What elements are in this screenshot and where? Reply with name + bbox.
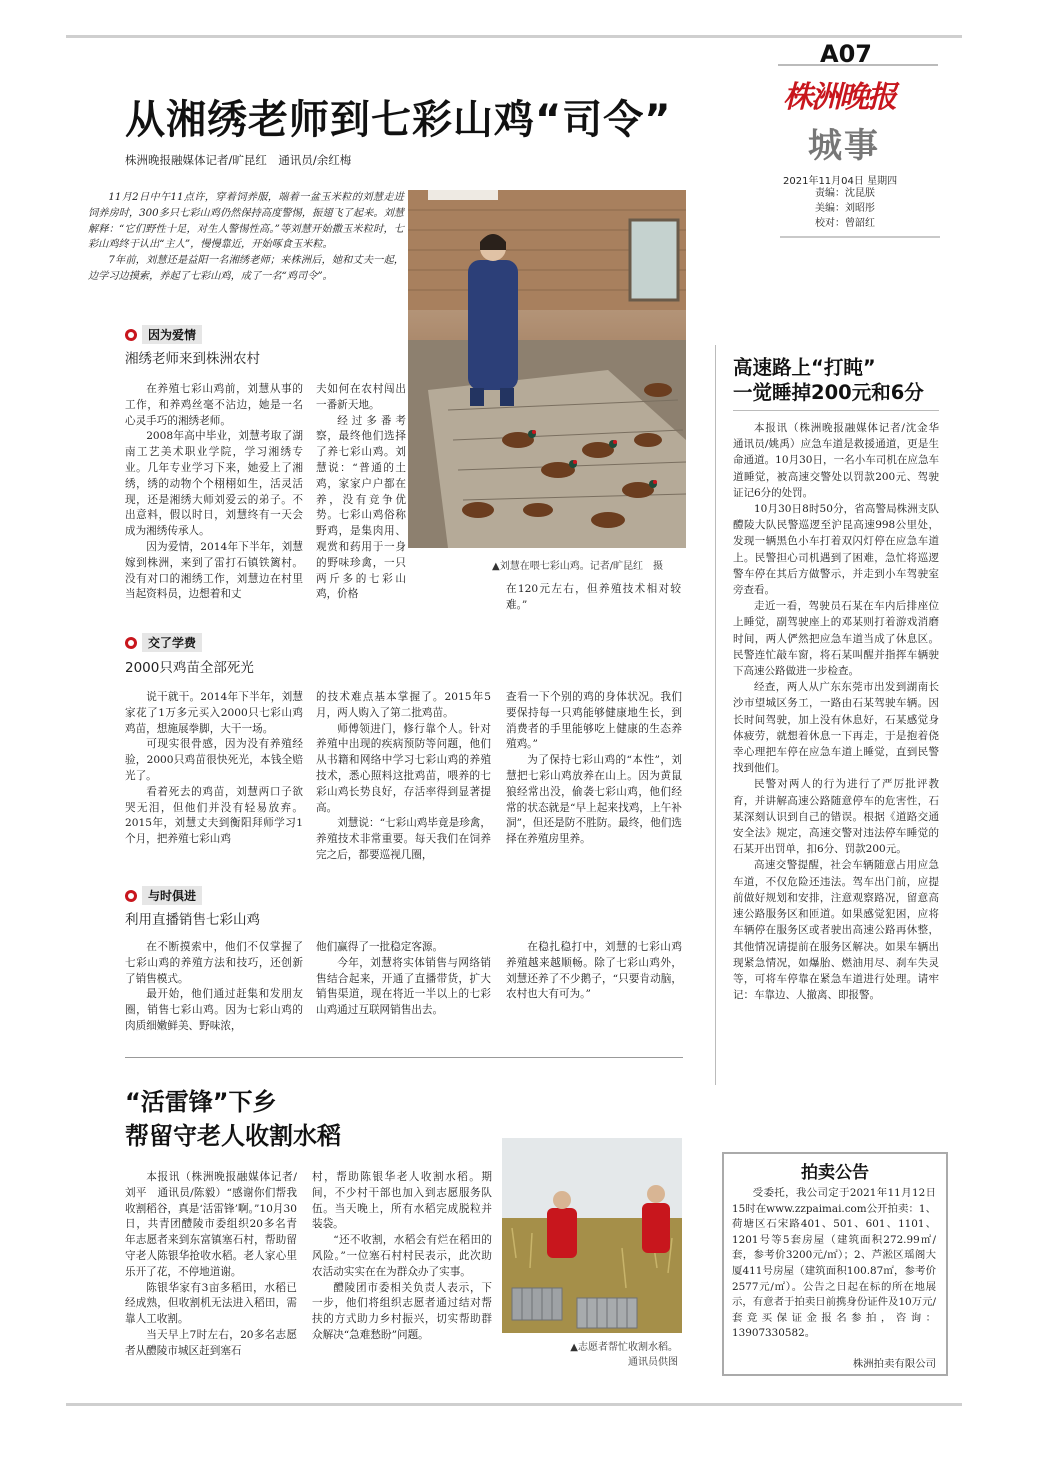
body-paragraph: 当天早上7时左右，20多名志愿者从醴陵市城区赶到塞石 [125,1328,297,1357]
bottom-column-2 [312,1170,492,1385]
s2-column-3 [506,690,682,870]
bullet-icon [125,890,137,902]
issue-date: 2021年11月04日 星期四 [783,176,898,187]
designer-credit: 美编：刘昭彤 [815,203,875,214]
section-tag-label: 与时俱进 [142,886,202,905]
editor-credit: 责编：沈昆朕 [815,188,875,199]
proof-credit: 校对：曾韶红 [815,218,875,229]
s2-column-1 [125,690,303,870]
bottom-story-headline [125,1085,341,1153]
lead-byline: 株洲晚报融媒体记者/旷昆红 通讯员/余红梅 [125,153,352,167]
body-paragraph: 陈银华家有3亩多稻田，水稻已经成熟，但收割机无法进入稻田，需靠人工收割。 [125,1281,297,1326]
s2-column-2 [316,690,491,870]
right-headline-line-1: 高速路上“打盹” [733,356,876,379]
bullet-icon [125,637,137,649]
right-story-body [733,420,950,1100]
section-subtitle-2: 2000只鸡苗全部死光 [125,660,254,676]
body-paragraph: 在养殖七彩山鸡前，刘慧从事的工作，和养鸡丝毫不沾边，她是一名心灵手巧的湘绣老师。 [125,383,303,427]
section-subtitle-1: 湘绣老师来到株洲农村 [125,351,260,367]
body-paragraph: 今年，刘慧将实体销售与网络销售结合起来，开通了直播带货，扩大销售渠道，现在将近一半以上的七彩山鸡通过互联网销售出去。 [316,956,491,1017]
section-tag-2 [125,633,202,652]
body-paragraph: 在120元左右，但养殖技术相对较难。” [506,583,681,611]
body-paragraph: 为了保持七彩山鸡的“本性”，刘慧把七彩山鸡放养在山上。因为黄鼠狼经常出没，偷袭七彩山鸡，他们经常的状态就是“早上起来找鸡，上午补洞”，但还是防不胜防。最终，他们选择在养殖房里养。 [506,754,682,846]
body-paragraph: 醴陵团市委相关负责人表示，下一步，他们将组织志愿者通过结对帮扶的方式助力乡村振兴，切实帮助群众解决“急难愁盼”问题。 [312,1281,492,1341]
bottom-column-1 [125,1170,297,1385]
page-number: A07 [820,40,872,68]
caption-line-1: ▲志愿者帮忙收割水稻。 [570,1342,678,1353]
section-tag-label: 交了学费 [142,633,202,652]
section-tag-3 [125,886,202,905]
bottom-photo [502,1138,682,1333]
bottom-photo-caption [550,1340,678,1370]
s3-column-3 [506,940,682,1038]
body-paragraph: 刘慧说：“七彩山鸡毕竟是珍禽，养殖技术非常重要。每天我们在饲养完之后，都要巡视几圈， [316,817,491,861]
s1-column-2-tail [316,568,491,618]
section-name: 城事 [808,126,880,166]
lead-photo [408,190,686,548]
section-tag-1 [125,325,202,344]
body-paragraph: 在稳扎稳打中，刘慧的七彩山鸡养殖越来越顺畅。除了七彩山鸡外，刘慧还养了不少鹅子，“只要肯动脑，农村也大有可为。” [506,941,682,1001]
s3-column-2 [316,940,491,1038]
top-rule [66,35,962,38]
body-paragraph: 走近一看，驾驶员石某在车内后排座位上睡觉，副驾驶座上的邓某则打着游戏消磨时间，两人俨然把应急车道当成了休息区。民警连忙敲车窗，将石某叫醒并指挥车辆驶下高速公路做进一步检查。 [733,600,939,678]
body-paragraph: 经过多番考察，最终他们选择了养七彩山鸡。刘慧说：“普通的土鸡，家家户户都在养，没有竞争优势。七彩山鸡俗称野鸡，是集肉用、观赏和药用于一身的野味珍禽，一只两斤多的七彩山鸡，价格 [316,414,406,601]
body-paragraph: 最开始，他们通过赶集和发朋友圈，销售七彩山鸡。因为七彩山鸡的肉质细嫩鲜美、野味浓， [125,988,303,1032]
body-paragraph: 高速交警提醒，社会车辆随意占用应急车道，不仅危险还违法。驾车出门前，应提前做好规划和安排，注意观察路况，留意高速公路服务区和匝道。如果感觉犯困，应将车辆停在服务区或者驶出高速公路再休整，其他情况请提前在服务区解决。如果车辆出现紧急情况，如爆胎、燃油用尽、刹车失灵等，可将车停靠在紧急车道进行处理。请牢记：车靠边、人撤离、即报警。 [733,859,939,1002]
auction-body [732,1186,936,1354]
harvest-scene-illustration [502,1138,682,1333]
bottom-headline-line-2: 帮留守老人收割水稻 [125,1122,341,1150]
intro-paragraph: 7年前，刘慧还是益阳一名湘绣老师；来株洲后，她和丈夫一起，边学习边摸索，养起了七彩山鸡，成了一名“鸡司令”。 [88,255,404,282]
s1-column-3 [506,582,681,618]
section-subtitle-3: 利用直播销售七彩山鸡 [125,912,260,928]
right-headline-line-2: 一觉睡掉200元和6分 [733,381,924,404]
pheasant-scene-illustration [408,190,686,548]
body-paragraph: 夫如何在农村闯出一番新天地。 [316,383,406,411]
story-divider [125,1057,683,1058]
auction-text: 受委托，我公司定于2021年11月12日15时在www.zzpaimai.com公开拍卖：1、荷塘区石宋路401、501、601、1101、1201号等5套房屋（建筑面积272.99㎡/套，参考价3200元/㎡）；2、芦淞区瑶阁大厦411号房屋（建筑面积100.87㎡，参考价2577元/㎡）。公告之日起在标的所在地展示，有意者于拍卖日前携身份证件及10万元/套竞买保证金报名参拍，咨询：13907330582。 [732,1187,936,1340]
s1-column-1 [125,382,303,618]
body-paragraph: 10月30日8时50分，省高警局株洲支队醴陵大队民警巡逻至沪昆高速998公里处，发现一辆黑色小车打着双闪灯停在应急车道上。民警担心司机遇到了困难，急忙将巡逻警车停在其后方做警示，并走到小车驾驶室旁查看。 [733,503,939,597]
lead-headline: 从湘绣老师到七彩山鸡“司令” [125,97,672,143]
paper-logo: 株洲晚报 [783,80,895,115]
bullet-icon [125,329,137,341]
bottom-headline-line-1: “活雷锋”下乡 [125,1088,277,1116]
s3-column-1 [125,940,303,1038]
body-paragraph: 可现实很骨感，因为没有养殖经验，2000只鸡苗很快死光，本钱全赔光了。 [125,738,303,782]
body-paragraph: 他们赢得了一批稳定客源。 [316,941,444,953]
staff-credits [815,186,875,231]
right-headline-rule [733,410,939,411]
body-paragraph: “还不收割，水稻会有烂在稻田的风险。”一位塞石村村民表示，此次助农活动实实在在为群众办了实事。 [312,1234,492,1278]
column-rule [715,345,716,1085]
body-paragraph: 经查，两人从广东东莞市出发到湖南长沙市望城区务工，一路由石某驾驶车辆。因长时间驾驶，加上没有休息好，石某感觉身体疲劳，就想着休息一下再走，于是抱着侥幸心理把车停在应急车道上睡觉，直到民警找到他们。 [733,681,939,775]
lead-photo-caption: ▲刘慧在喂七彩山鸡。记者/旷昆红 摄 [492,561,664,572]
body-paragraph: 说干就干。2014年下半年，刘慧家花了1万多元买入2000只七彩山鸡鸡苗，想施展拳脚，大干一场。 [125,691,303,735]
section-tag-label: 因为爱情 [142,325,202,344]
body-paragraph: 民警对两人的行为进行了严厉批评教育，并讲解高速公路随意停车的危害性，石某深刻认识到自己的错误。根据《道路交通安全法》规定，高速交警对违法停车睡觉的石某开出罚单，扣6分、罚款200元。 [733,778,939,856]
body-paragraph: 村，帮助陈银华老人收割水稻。期间，不少村干部也加入到志愿服务队伍。当天晚上，所有水稻完成脱粒并装袋。 [312,1171,492,1231]
body-paragraph: 本报讯（株洲晚报融媒体记者/刘平 通讯员/陈毅）“感谢你们帮我收割稻谷，真是‘活雷锋’啊。”10月30日，共青团醴陵市委组织20多名青年志愿者来到东富镇塞石村，帮助留守老人陈银华抢收水稻。老人家心里乐开了花，不停地道谢。 [125,1171,297,1278]
body-paragraph: 因为爱情，2014年下半年，刘慧嫁到株洲，来到了雷打石镇铁篱村。没有对口的湘绣工作，刘慧边在村里当起资料员，边想着和丈 [125,540,303,601]
body-paragraph: 本报讯（株洲晚报融媒体记者/沈金华 通讯员/姚禹）应急车道是救援通道，更是生命通道。10月30日，一名小车司机在应急车道睡觉，被高速交警处以罚款200元、驾驶证记6分的处罚。 [733,422,950,499]
body-paragraph: 的技术难点基本掌握了。2015年5月，两人购入了第二批鸡苗。 [316,691,491,719]
caption-line-2: 通讯员供图 [628,1357,678,1368]
masthead-rule [780,236,940,238]
auction-company: 株洲拍卖有限公司 [852,1358,936,1370]
body-paragraph: 2008年高中毕业，刘慧考取了湖南工艺美术职业学院，学习湘绣专业。几年专业学习下来，她爱上了湘绣，绣的动物个个栩栩如生，活灵活现，还是湘绣大师刘爱云的弟子。不出意料，假以时日，刘慧终有一天会成为湘绣传承人。 [125,430,303,538]
auction-title: 拍卖公告 [801,1163,869,1183]
bottom-rule [66,1403,962,1406]
right-story-headline [733,355,924,405]
body-paragraph: 师傅领进门，修行靠个人。针对养殖中出现的疾病预防等问题，他们从书籍和网络中学习七彩山鸡的养殖技术，悉心照料这批鸡苗，喂养的七彩山鸡长势良好，存活率得到显著提高。 [316,722,491,814]
body-paragraph: 在不断摸索中，他们不仅掌握了七彩山鸡的养殖方法和技巧，还创新了销售模式。 [125,941,303,985]
body-paragraph: 看着死去的鸡苗，刘慧两口子欲哭无泪，但他们并没有轻易放弃。2015年，刘慧丈夫到衡阳拜师学习1个月，把养殖七彩山鸡 [125,785,303,846]
lead-intro [88,190,404,302]
body-paragraph: 查看一下个别的鸡的身体状况。我们要保持每一只鸡能够健康地生长，到消费者的手里能够吃上健康的生态养殖鸡。” [506,691,682,751]
intro-paragraph: 11月2日中午11点许，穿着饲养服，端着一盆玉米粒的刘慧走进饲养房时，300多只七彩山鸡仍然保持高度警惕，振翅飞了起来。刘慧解释：“它们野性十足，对生人警惕性高。”等刘慧开始撒玉米粒时，七彩山鸡终于认出“主人”，慢慢靠近，开始啄食玉米粒。 [88,192,404,251]
